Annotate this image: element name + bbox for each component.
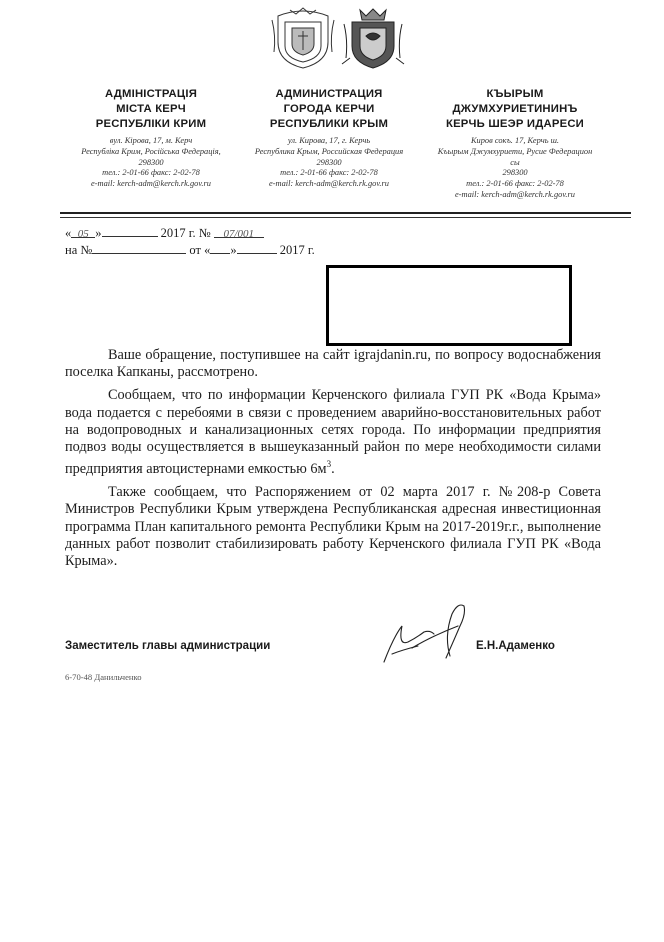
header-title-line: ГОРОДА КЕРЧИ bbox=[283, 103, 375, 115]
ref-quote-open: « bbox=[65, 226, 72, 240]
ref-from-label: от « bbox=[189, 243, 211, 257]
header-title-line: АДМИНИСТРАЦИЯ bbox=[275, 88, 383, 100]
header-ukrainian bbox=[68, 87, 234, 190]
ref-year-label: 2017 г. № bbox=[160, 226, 211, 240]
header-address-line: 298300 bbox=[502, 168, 528, 178]
header-address-line: Киров сокъ. 17, Керчь ш. bbox=[470, 136, 560, 145]
header-address-line: Республика Крым, Российская Федерация bbox=[254, 146, 404, 156]
ref-prefix: на № bbox=[65, 243, 93, 257]
ref-incoming-year-label: 2017 г. bbox=[279, 243, 315, 257]
header-address-line: тел.: 2-01-66 факс: 2-02-78 bbox=[466, 179, 564, 189]
header-address-line: тел.: 2-01-66 факс: 2-02-78 bbox=[102, 168, 200, 178]
header-address-line: e-mail: kerch-adm@kerch.rk.gov.ru bbox=[269, 179, 389, 189]
ref-incoming-month-field bbox=[237, 242, 277, 254]
header-title-line: МІСТА КЕРЧ bbox=[116, 103, 186, 115]
site-link: igrajdanin.ru bbox=[353, 347, 428, 363]
outgoing-reference bbox=[65, 225, 264, 241]
header-title-line: РЕСПУБЛІКИ КРИМ bbox=[95, 118, 207, 130]
executor-note: 6-70-48 Данильченко bbox=[65, 672, 142, 682]
ref-number-field: 07/001 bbox=[214, 226, 264, 238]
header-title-line: КЕРЧЬ ШЕЭР ИДАРЕСИ bbox=[445, 118, 585, 130]
kerch-coat-of-arms-icon bbox=[270, 6, 336, 70]
ref-month-field bbox=[102, 225, 158, 237]
signatory-title: Заместитель главы администрации bbox=[65, 640, 271, 652]
header-divider-thin bbox=[60, 217, 631, 218]
ref-quote-close: » bbox=[95, 226, 102, 240]
header-address-line: e-mail: kerch-adm@kerch.rk.gov.ru bbox=[455, 189, 575, 199]
header-divider bbox=[60, 212, 631, 214]
paragraph-water-supply: Сообщаем, что по информации Керченского филиала ГУП РК «Вода Крыма» вода подается с перебоями в связи с проведением аварийно-восстановительных работ на водопроводных и канализационных сетях города. По информации предприятия подвоз воды осуществляется в вышеуказанный район по мере необходимости силами предприятия автоцистернами емкостью $6м^3$. bbox=[65, 387, 601, 477]
header-address-line: Къырым Джумхуриети, Русие Федерацион bbox=[437, 146, 593, 156]
crimea-coat-of-arms-icon bbox=[340, 6, 406, 70]
header-title-line: АДМІНІСТРАЦІЯ bbox=[104, 88, 198, 100]
header-address-line: 298300 bbox=[138, 157, 164, 167]
header-russian bbox=[244, 87, 414, 190]
signatory-name: Е.Н.Адаменко bbox=[476, 640, 555, 652]
header-address-line: тел.: 2-01-66 факс: 2-02-78 bbox=[280, 168, 378, 178]
header-title-line: ДЖУМХУРИЕТИНИНЪ bbox=[452, 103, 578, 115]
paragraph-program: Также сообщаем, что Распоряжением от 02 марта 2017 г. №208-р Совета Министров Республики Крым утверждена Республиканская адресная инвестиционная программа План капитального ремонта Республики Крым на 2017-2019г.г., выполнение данных работ позволит стабилизировать работу Керченского филиала ГУП РК «Вода Крыма». bbox=[65, 484, 601, 569]
ref-incoming-day-field bbox=[210, 242, 230, 254]
ref-incoming-number-field bbox=[92, 242, 186, 254]
header-address-line: 298300 bbox=[316, 157, 342, 167]
header-address-line: Республіка Крим, Російська Федерація, bbox=[81, 146, 221, 156]
header-address-line: сы bbox=[510, 157, 520, 167]
header-address-line: ул. Кирова, 17, г. Керчь bbox=[287, 136, 371, 145]
handwritten-signature bbox=[372, 596, 472, 676]
header-address-line: e-mail: kerch-adm@kerch.rk.gov.ru bbox=[91, 179, 211, 189]
header-address-line: вул. Кірова, 17, м. Керч bbox=[109, 136, 193, 145]
paragraph-appeal: Ваше обращение, поступившее на сайт igrajdanin.ru, по вопросу водоснабжения поселка Капканы, рассмотрено. bbox=[65, 347, 601, 381]
header-crimean-tatar bbox=[424, 87, 606, 201]
ref-day-field: 05 bbox=[71, 226, 95, 238]
redacted-addressee-box bbox=[326, 265, 572, 346]
letter-body bbox=[65, 347, 601, 576]
ref-quote-close: » bbox=[230, 243, 237, 257]
header-title-line: КЪЫРЫМ bbox=[486, 88, 544, 100]
header-title-line: РЕСПУБЛИКИ КРЫМ bbox=[269, 118, 389, 130]
incoming-reference bbox=[65, 242, 315, 258]
